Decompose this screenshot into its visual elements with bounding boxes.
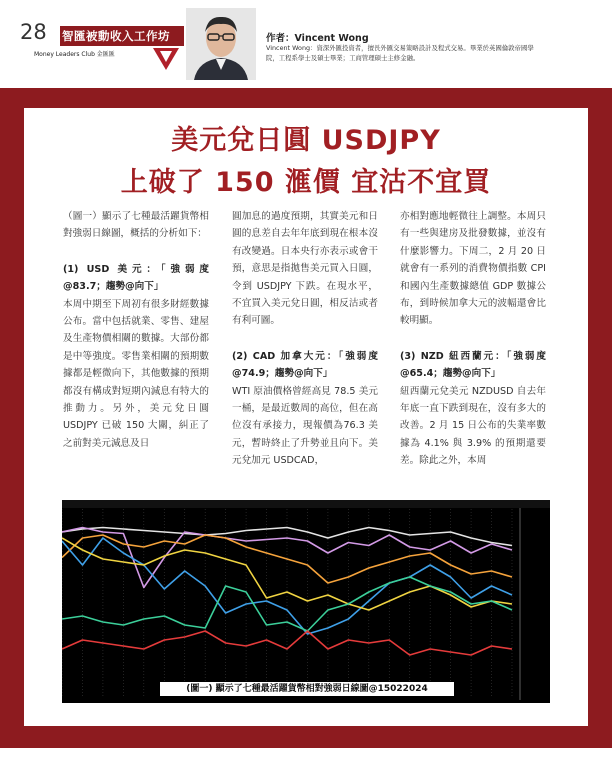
column3-body: 亦相對應地輕微往上調整。本周只有一些與建房及批發數據，並沒有什麼影響力。下周二，2 月 20 日就會有一系列的消費物價指數 CPI 和國內生產數據總值 GDP 數據公布，到時候加拿大元的波幅還會比較明顯。 [400, 211, 546, 327]
chart-series-line-6 [62, 577, 512, 631]
article-column-2 [232, 208, 378, 470]
chart-caption: (圖一) 顯示了七種最活躍貨幣相對強弱日線圖@15022024 [159, 681, 455, 697]
series-title: 智匯被動收入工作坊 [62, 29, 170, 43]
nzd-section-heading: (3) NZD 紐西蘭元：「強弱度@65.4；趨勢@向下」 [400, 350, 546, 380]
cad-section-heading: (2) CAD 加拿大元：「強弱度@74.9；趨勢@向下」 [232, 350, 378, 380]
column2-body: 圓加息的過度預期，其實美元和日圓的息差自去年年底到現在根本沒有改變過。日本央行亦表示或會干預，意思是指拋售美元買入日圓，令到 USDJPY 下跌。在現水平，不宜買入美元兌日圓，相反沽或者有利可圖。 [232, 211, 378, 327]
article-column-1 [63, 208, 209, 452]
page-footer [0, 748, 612, 768]
author-portrait-icon [186, 8, 256, 80]
currency-strength-chart [62, 500, 550, 703]
article-title-line1: 美元兌日圓 USDJPY [171, 125, 441, 156]
chart-series-line-4 [62, 538, 512, 634]
page-header [0, 0, 612, 88]
chart-date-strip [62, 500, 550, 508]
nzd-section-body: 紐西蘭元兌美元 NZDUSD 自去年年底一直下跌到現在，沒有多大的改善。2 月 15 日公布的失業率數據為 4.1% 與 3.9% 的預期還要差。除此之外，本周 [400, 385, 546, 467]
article-title-line2: 上破了 150 滙價 宜沽不宜買 [120, 167, 492, 198]
cad-section-body: WTI 原油價格曾經高見 78.5 美元一桶，是最近數周的高位，但在高位沒有承接力，現報價為76.3 美元，暫時終止了升勢並且向下。美元兌加元 USDCAD， [232, 385, 378, 467]
page-number: 28 [20, 20, 47, 44]
usd-section-body: 本周中期至下周初有很多財經數據公布。當中包括就業、零售、建屋及生產物價相關的數據。大部份都是中等強度。零售業相關的預期數據都是輕微向下，其他數據的預期都沒有構成對短期內減息有特大的推動力。另外，美元兌日圓 USDJPY 已破 150 大關，糾正了之前對美元減息及日 [63, 298, 209, 449]
usd-section-heading: (1) USD 美元：「強弱度@83.7；趨勢@向下」 [63, 263, 209, 293]
author-name: 作者：Vincent Wong [266, 33, 369, 44]
author-bio: Vincent Wong：資深外匯投資者，擅長外匯交易策略設計及程式交易。畢業於英國倫敦帝國學院，工程系學士及碩士畢業；工商管理碩士主修金融。 [266, 44, 534, 62]
club-name: Money Leaders Club 金匯匯 [34, 51, 115, 58]
chart-plot [62, 500, 550, 703]
club-logo-icon [153, 48, 179, 70]
chart-series-line-7 [62, 631, 512, 655]
author-photo [186, 8, 256, 80]
article-column-3 [400, 208, 546, 470]
column1-intro: （圖一）顯示了七種最活躍貨幣相對強弱日線圖，概括的分析如下： [63, 211, 209, 240]
